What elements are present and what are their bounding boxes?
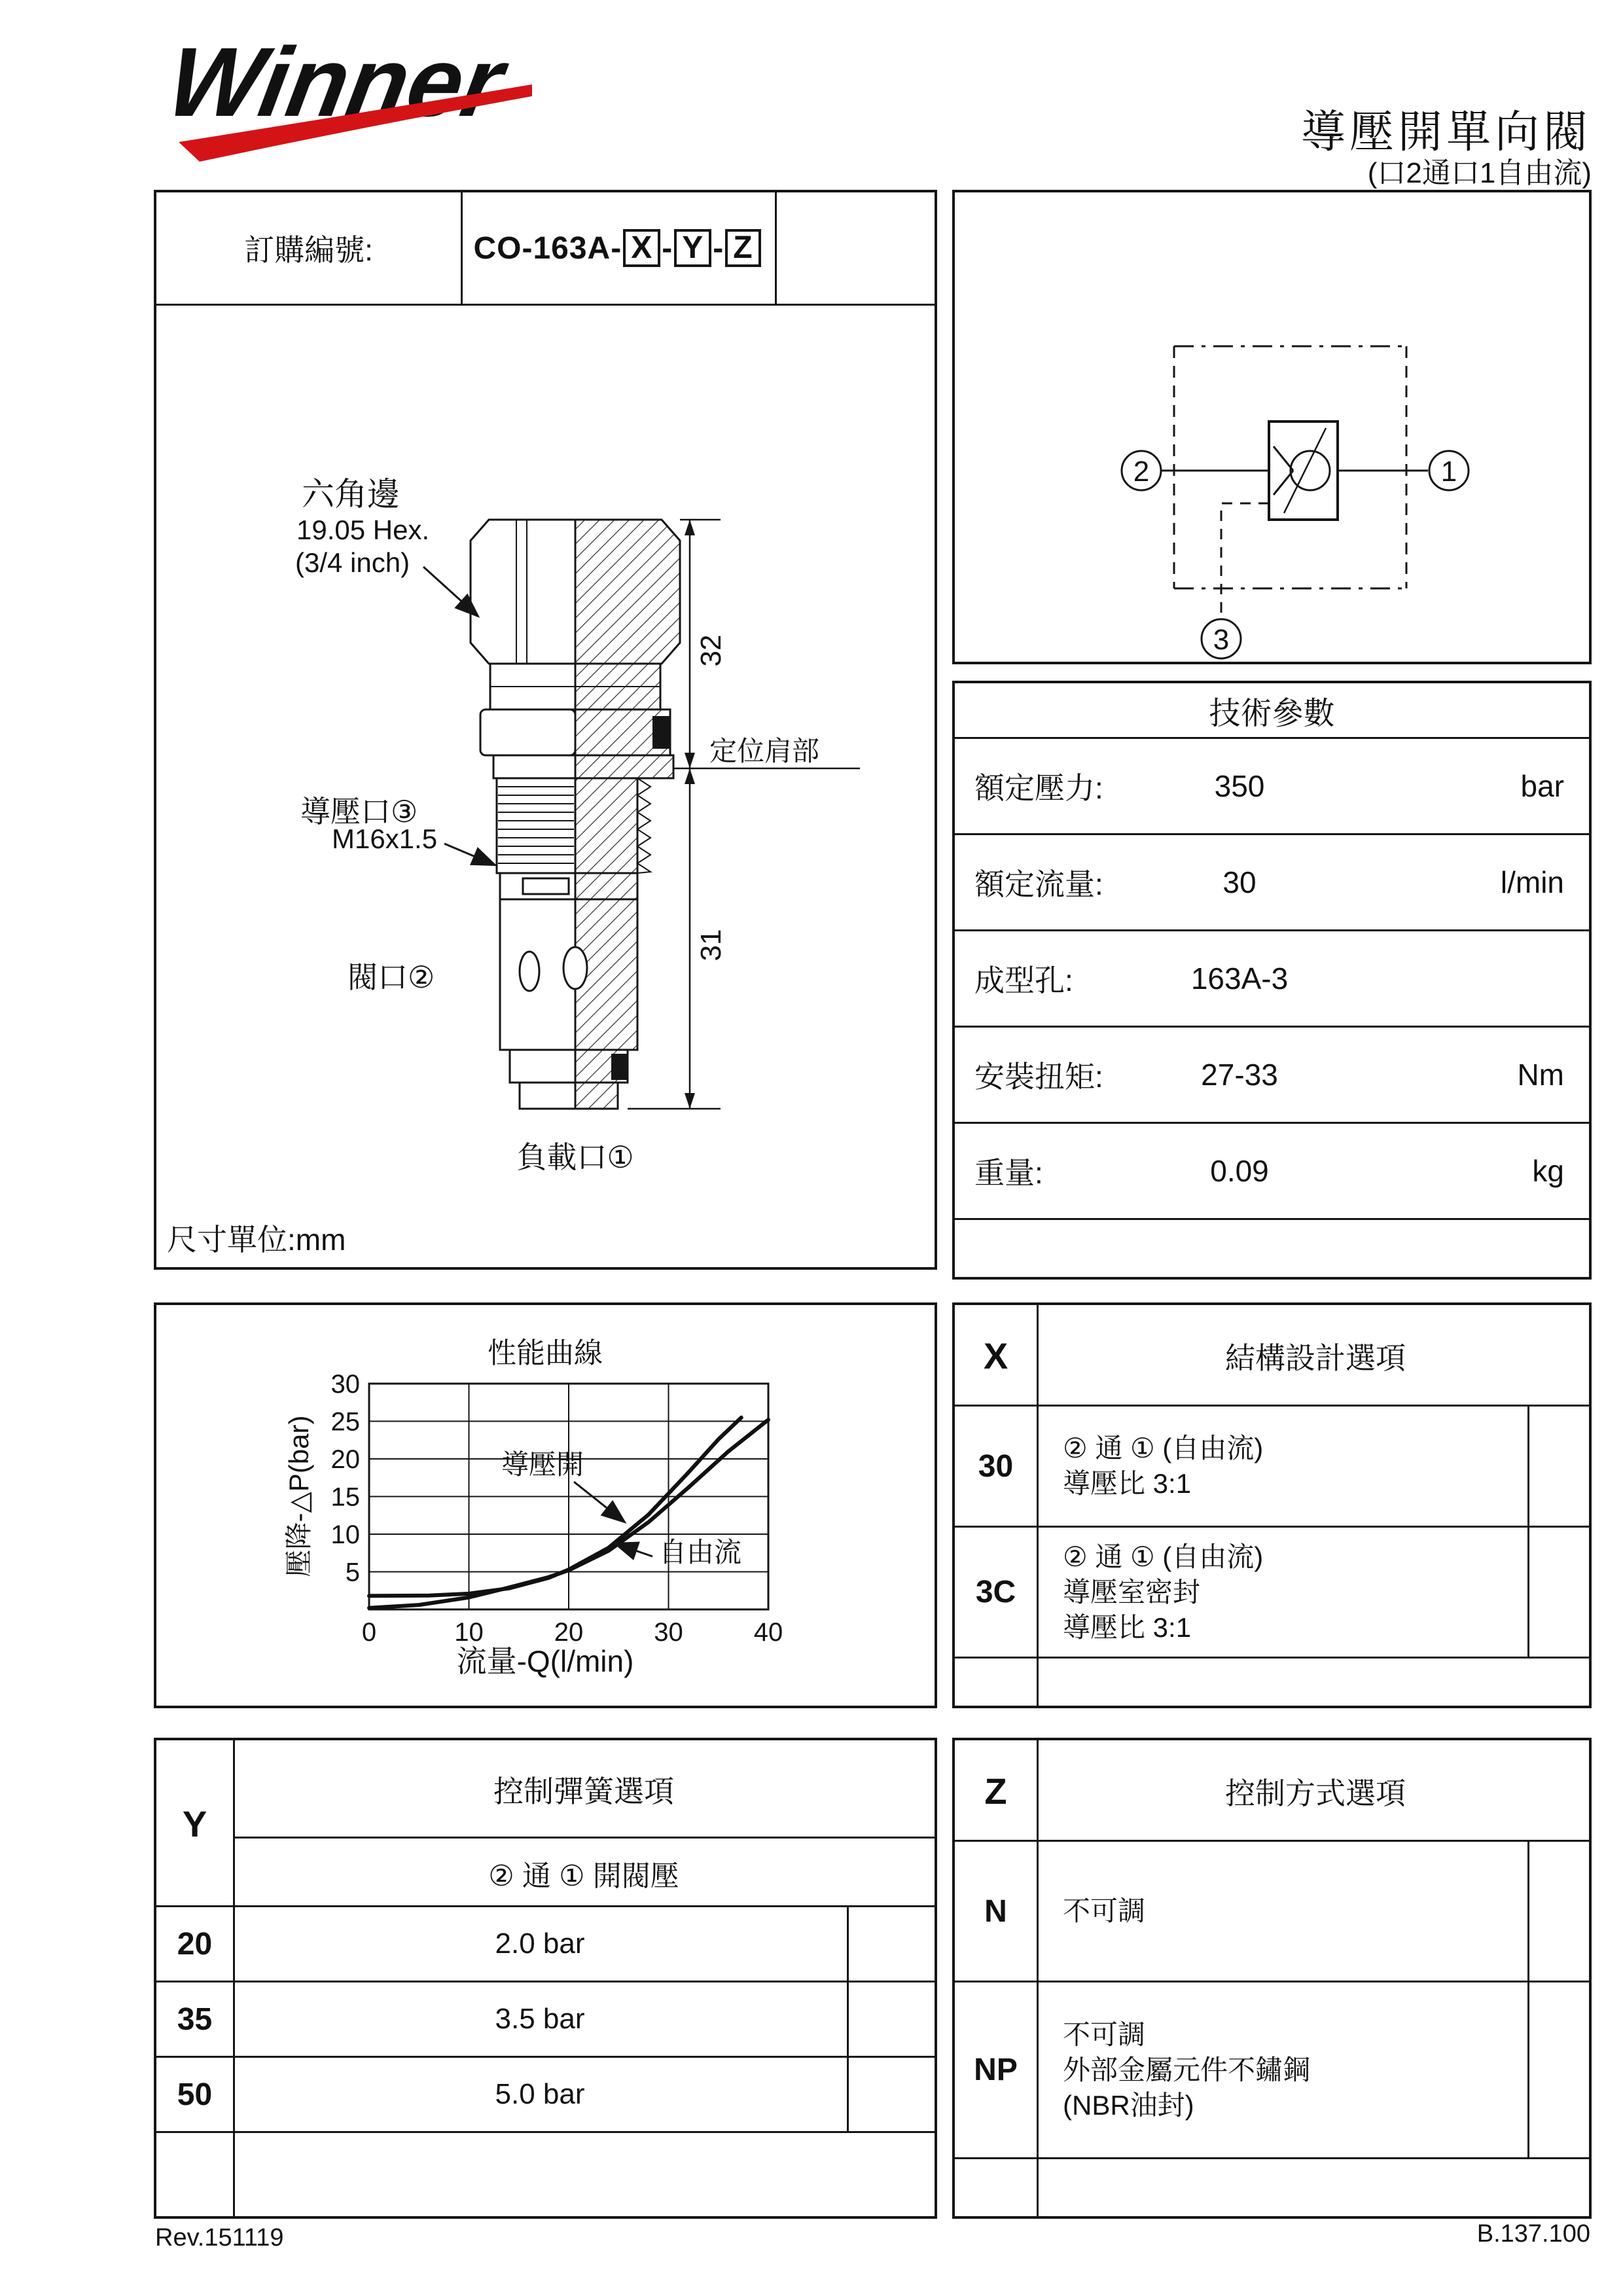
y-option-value: 2.0 bar <box>495 1928 585 1960</box>
x-key: X <box>983 1335 1008 1376</box>
annotation-free-flow: 自由流 <box>659 1537 742 1568</box>
tech-param-row <box>955 1028 1589 1124</box>
tech-param-value: 163A-3 <box>1190 961 1289 996</box>
y-option-row <box>156 1982 935 2058</box>
revision-note: Rev.151119 <box>155 2224 284 2251</box>
tech-param-label: 重量: <box>974 1156 1043 1190</box>
order-label: 訂購編號: <box>244 233 373 267</box>
x-option-line: ② 通 ① (自由流) <box>1063 1541 1264 1572</box>
tech-param-row <box>955 835 1589 931</box>
oring-seal-upper <box>652 716 669 749</box>
z-option-line: 不可調 <box>1063 2018 1146 2050</box>
tech-param-row <box>955 931 1589 1028</box>
chart-gridlines <box>369 1384 768 1609</box>
symbol-port-3: 3 <box>1213 624 1230 656</box>
tech-param-unit: kg <box>1532 1154 1564 1188</box>
check-valve-symbol <box>955 192 1589 662</box>
order-code-sep1: - <box>662 230 673 266</box>
y-tick-label: 15 <box>330 1482 360 1512</box>
pilot-port-label: 導壓口③ <box>300 795 418 829</box>
hex-label-line1: 六角邊 <box>302 476 400 512</box>
dimension-32: 32 <box>695 634 727 667</box>
x-tick-label: 10 <box>454 1618 484 1647</box>
z-option-text <box>1063 1982 1310 2157</box>
y-option-code: 20 <box>177 1926 213 1962</box>
x-title: 結構設計選項 <box>1225 1340 1406 1375</box>
tech-param-label: 額定壓力: <box>974 771 1103 805</box>
load-port-label: 負載口① <box>516 1140 634 1174</box>
check-ball-icon <box>1291 451 1330 490</box>
y-option-value: 5.0 bar <box>495 2078 585 2110</box>
hex-label-line3: (3/4 inch) <box>295 547 410 578</box>
y-tick-label: 20 <box>330 1445 360 1474</box>
valve-hex-head <box>471 520 575 664</box>
units-note: 尺寸單位:mm <box>167 1223 346 1257</box>
document-number: B.137.100 <box>1476 2220 1590 2248</box>
annotation-pilot-open: 導壓開 <box>501 1449 584 1480</box>
z-option-line: (NBR油封) <box>1063 2089 1194 2121</box>
tech-param-row <box>955 1124 1589 1220</box>
y-tick-label: 10 <box>330 1520 360 1549</box>
x-option-code: 30 <box>978 1448 1014 1484</box>
order-code-sep2: - <box>713 230 724 266</box>
chart-y-label: 壓降-△P(bar) <box>283 1415 314 1577</box>
tech-param-row <box>955 739 1589 835</box>
tech-params-rows <box>955 739 1589 1220</box>
page-subtitle: (口2通口1自由流) <box>1367 157 1592 189</box>
x-option-row <box>955 1528 1589 1659</box>
thread-label: M16x1.5 <box>332 823 438 854</box>
page-title: 導壓開單向閥 <box>1300 107 1592 157</box>
z-key: Z <box>984 1770 1007 1812</box>
tech-param-value: 350 <box>1214 769 1265 803</box>
x-option-text <box>1063 1528 1263 1657</box>
series-導壓開 <box>369 1418 741 1596</box>
x-tick-label: 0 <box>361 1618 377 1647</box>
z-option-code: NP <box>974 2053 1018 2087</box>
tech-param-value: 0.09 <box>1210 1154 1269 1188</box>
x-option-subcol-divider <box>1527 1528 1529 1657</box>
y-option-row <box>156 2058 935 2133</box>
tech-param-label: 成型孔: <box>974 963 1073 997</box>
y-option-row <box>156 1907 935 1982</box>
valve-cross-section-drawing <box>156 192 935 1267</box>
oring-seal-lower <box>611 1054 627 1080</box>
x-options-panel <box>952 1302 1592 1708</box>
x-tick-label: 40 <box>753 1618 783 1647</box>
z-option-line: 外部金屬元件不鏽鋼 <box>1063 2054 1311 2085</box>
y-subtitle: ② 通 ① 開閥壓 <box>488 1859 679 1892</box>
y-title: 控制彈簧選項 <box>493 1774 674 1808</box>
x-option-row <box>955 1407 1589 1528</box>
x-option-text <box>1063 1407 1263 1526</box>
z-title: 控制方式選項 <box>1225 1776 1406 1810</box>
y-option-value: 3.5 bar <box>495 2003 585 2035</box>
logo-wordmark: Winner <box>160 27 511 137</box>
symbol-port-2: 2 <box>1133 456 1150 488</box>
order-code-prefix: CO-163A- <box>473 230 622 266</box>
order-code-z: Z <box>725 229 760 267</box>
tech-param-unit: Nm <box>1517 1058 1564 1092</box>
chart-title: 性能曲線 <box>488 1337 603 1369</box>
x-option-line: 導壓室密封 <box>1063 1576 1201 1607</box>
y-tick-label: 25 <box>330 1407 360 1437</box>
z-option-line: 不可調 <box>1063 1895 1146 1926</box>
z-option-subcol-divider <box>1527 1982 1529 2157</box>
tech-param-unit: bar <box>1520 769 1564 803</box>
z-option-text <box>1063 1842 1145 1981</box>
y-tick-label: 5 <box>345 1558 360 1587</box>
z-option-row <box>955 1982 1589 2159</box>
tech-param-label: 額定流量: <box>974 867 1103 901</box>
z-option-row <box>955 1842 1589 1982</box>
winner-logo-icon <box>147 16 546 173</box>
tech-param-value: 27-33 <box>1201 1058 1278 1092</box>
drawing-panel <box>154 190 937 1270</box>
x-option-line: 導壓比 3:1 <box>1063 1611 1192 1643</box>
order-code-y: Y <box>674 229 711 267</box>
tech-param-value: 30 <box>1222 865 1257 899</box>
performance-chart <box>156 1305 935 1706</box>
y-option-subcol-divider <box>847 2058 849 2131</box>
valve-thread-section <box>497 778 575 873</box>
y-tick-label: 30 <box>330 1370 360 1399</box>
x-tick-label: 20 <box>554 1618 584 1647</box>
valve-port-label: 閥口② <box>348 960 435 994</box>
symbol-port-1: 1 <box>1440 456 1457 488</box>
z-options-panel <box>952 1738 1592 2219</box>
y-option-code: 35 <box>177 2001 213 2037</box>
order-code-x: X <box>623 229 660 267</box>
chart-annotations <box>501 1449 741 1568</box>
tech-param-unit: l/min <box>1500 865 1564 899</box>
pilot-line <box>1221 503 1269 618</box>
x-option-line: 導壓比 3:1 <box>1063 1468 1192 1499</box>
z-option-code: N <box>984 1893 1007 1929</box>
z-option-subcol-divider <box>1527 1842 1529 1981</box>
x-option-code: 3C <box>975 1575 1016 1609</box>
y-option-subcol-divider <box>847 1907 849 1981</box>
x-tick-label: 30 <box>654 1618 683 1647</box>
dimension-31: 31 <box>695 929 727 961</box>
y-key: Y <box>182 1803 207 1844</box>
chart-x-label: 流量-Q(l/min) <box>456 1644 634 1678</box>
hydraulic-symbol-panel <box>952 190 1592 664</box>
winner-logo <box>147 16 546 173</box>
chart-y-ticks <box>331 1370 361 1587</box>
hex-label-line2: 19.05 Hex. <box>296 514 430 545</box>
shoulder-label: 定位肩部 <box>709 736 820 766</box>
y-option-subcol-divider <box>847 1982 849 2056</box>
tech-param-label: 安裝扭矩: <box>974 1060 1103 1094</box>
performance-curve-panel <box>154 1302 937 1708</box>
chart-x-ticks <box>362 1618 783 1647</box>
tech-params-title: 技術參數 <box>955 683 1589 739</box>
y-options-panel <box>154 1738 937 2219</box>
x-option-subcol-divider <box>1527 1407 1529 1526</box>
y-option-code: 50 <box>177 2077 213 2112</box>
tech-params-panel <box>952 681 1592 1280</box>
x-option-line: ② 通 ① (自由流) <box>1063 1433 1264 1463</box>
